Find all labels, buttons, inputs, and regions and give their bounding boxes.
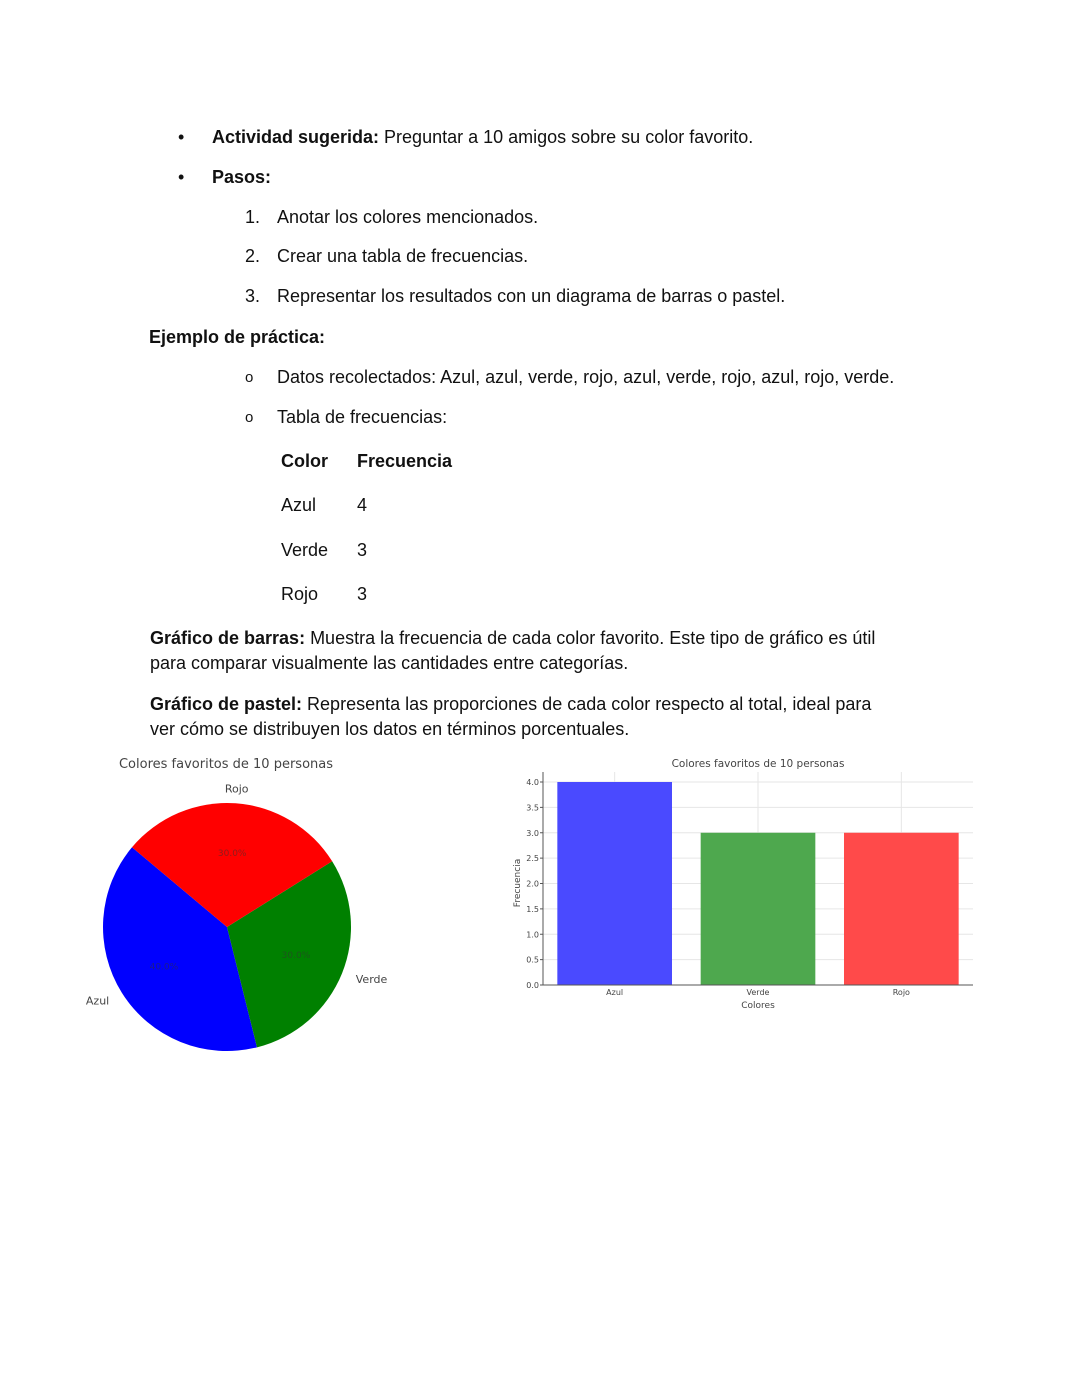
x-tick-label: Rojo xyxy=(892,988,910,997)
pie-percent-label: 40.0% xyxy=(149,962,179,973)
paragraph-text: Representa las proporciones de cada color respecto al total, ideal para xyxy=(302,694,872,714)
bar-title: Colores favoritos de 10 personas xyxy=(671,758,845,770)
table-cell: 3 xyxy=(357,540,368,560)
table-header: Frecuencia xyxy=(357,451,453,471)
y-tick-label: 0.5 xyxy=(526,955,539,965)
paragraph-text: Muestra la frecuencia de cada color favorito. Este tipo de gráfico es útil xyxy=(305,628,876,648)
pie-title: Colores favoritos de 10 personas xyxy=(118,757,334,772)
y-tick-label: 2.5 xyxy=(526,854,539,864)
sub-item-text: Tabla de frecuencias: xyxy=(277,407,448,427)
step-text: Anotar los colores mencionados. xyxy=(277,207,539,227)
step-text: Crear una tabla de frecuencias. xyxy=(277,246,529,266)
pie-percent-label: 30.0% xyxy=(281,950,311,961)
step-number: 1. xyxy=(245,207,261,227)
bar-xlabel: Colores xyxy=(741,1001,775,1011)
bullet-text xyxy=(212,126,753,148)
paragraph-text: ver cómo se distribuyen los datos en términos porcentuales. xyxy=(150,719,630,739)
y-tick-label: 1.5 xyxy=(526,904,539,914)
bar-rojo xyxy=(844,833,959,985)
bullet-dot: • xyxy=(178,127,185,147)
table-cell: Azul xyxy=(281,495,317,515)
table-cell: Rojo xyxy=(281,584,319,604)
y-tick-label: 0.0 xyxy=(526,981,539,990)
bar-azul xyxy=(557,782,672,985)
bullet-dot: • xyxy=(178,167,185,187)
pie-category-label: Verde xyxy=(355,973,388,987)
sub-item-text: Datos recolectados: Azul, azul, verde, rojo, azul, verde, rojo, azul, rojo, verde. xyxy=(277,367,895,387)
y-tick-label: 1.0 xyxy=(526,930,539,940)
circle-bullet: o xyxy=(245,409,254,426)
bar-ylabel: Frecuencia xyxy=(513,858,523,908)
bullet-label: Actividad sugerida: xyxy=(212,127,380,147)
pie-category-label: Rojo xyxy=(224,782,249,796)
bar-verde xyxy=(701,833,816,985)
table-cell: 4 xyxy=(357,495,368,515)
y-tick-label: 3.0 xyxy=(526,828,539,838)
step-number: 3. xyxy=(245,286,261,306)
bullet-body: Preguntar a 10 amigos sobre su color favorito. xyxy=(379,127,754,147)
table-cell: 3 xyxy=(357,584,368,604)
bullet-label: Pasos: xyxy=(212,167,272,187)
paragraph-label: Gráfico de barras: xyxy=(150,628,306,648)
x-tick-label: Azul xyxy=(606,988,624,997)
paragraph-text: para comparar visualmente las cantidades entre categorías. xyxy=(150,653,629,673)
y-tick-label: 3.5 xyxy=(526,803,539,813)
circle-bullet: o xyxy=(245,369,254,386)
step-text: Representar los resultados con un diagrama de barras o pastel. xyxy=(277,286,786,306)
table-cell: Verde xyxy=(281,540,329,560)
pie-chart xyxy=(0,740,450,1070)
paragraph-label: Gráfico de pastel: xyxy=(150,694,303,714)
example-heading: Ejemplo de práctica: xyxy=(149,327,326,347)
bar-chart xyxy=(490,740,1010,1030)
bullet-text xyxy=(212,166,271,188)
pie-percent-label: 30.0% xyxy=(217,848,247,859)
table-header: Color xyxy=(281,451,328,471)
x-tick-label: Verde xyxy=(746,988,770,997)
pie-category-label: Azul xyxy=(85,994,110,1008)
y-tick-label: 2.0 xyxy=(526,879,539,889)
step-number: 2. xyxy=(245,246,261,266)
y-tick-label: 4.0 xyxy=(526,778,539,787)
